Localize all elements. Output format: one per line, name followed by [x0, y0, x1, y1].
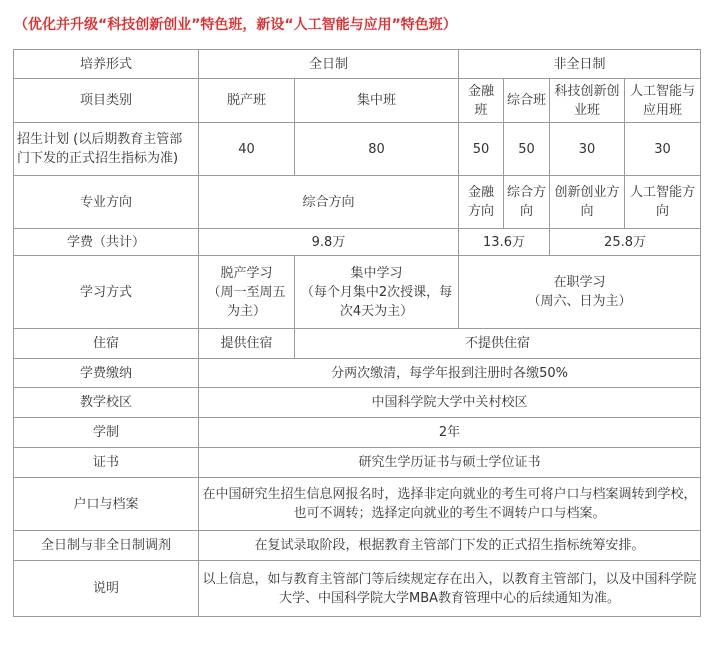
- mode-part-time-desc: （周六、日为主）: [527, 294, 632, 309]
- row-enrollment: [14, 123, 701, 176]
- mode-tuochan-title: 脱产学习: [220, 265, 273, 281]
- mode-jizhong-title: 集中学习: [350, 265, 403, 281]
- enroll-jizhong: 80: [295, 123, 459, 176]
- row-duration: [14, 418, 701, 448]
- row-housing: [14, 329, 701, 359]
- tuition-finance-general: 13.6万: [459, 229, 550, 256]
- row-payment: [14, 359, 701, 388]
- row-hukou: [14, 478, 701, 531]
- row-note: [14, 561, 701, 617]
- certificate-value: 研究生学历证书与硕士学位证书: [199, 448, 701, 478]
- row-campus: [14, 388, 701, 418]
- label-training-form: 培养形式: [14, 50, 199, 79]
- direction-innovation: 创新创业方向: [550, 176, 625, 229]
- mode-tuochan: [199, 256, 295, 329]
- type-finance: 金融班: [459, 79, 504, 123]
- campus-value: 中国科学院大学中关村校区: [199, 388, 701, 418]
- housing-tuochan: 提供住宿: [199, 329, 295, 359]
- label-campus: 教学校区: [14, 388, 199, 418]
- payment-value: 分两次缴清，每学年报到注册时各缴50%: [199, 359, 701, 388]
- note-value: 以上信息，如与教育主管部门等后续规定存在出入，以教育主管部门，以及中国科学院大学、中国科学院大学MBA教育管理中心的后续通知为准。: [199, 561, 701, 617]
- label-direction: 专业方向: [14, 176, 199, 229]
- label-adjustment: 全日制与非全日制调剂: [14, 531, 199, 561]
- row-training-form: [14, 50, 701, 79]
- label-program-type: 项目类别: [14, 79, 199, 123]
- label-housing: 住宿: [14, 329, 199, 359]
- mode-part-time: [459, 256, 701, 329]
- row-certificate: [14, 448, 701, 478]
- type-ai: 人工智能与应用班: [625, 79, 701, 123]
- enroll-general: 50: [504, 123, 550, 176]
- label-payment: 学费缴纳: [14, 359, 199, 388]
- label-duration: 学制: [14, 418, 199, 448]
- label-note: 说明: [14, 561, 199, 617]
- full-time-header: 全日制: [199, 50, 459, 79]
- type-innovation: 科技创新创业班: [550, 79, 625, 123]
- mode-tuochan-desc: （周一至周五为主）: [207, 284, 286, 319]
- enroll-finance: 50: [459, 123, 504, 176]
- duration-value: 2年: [199, 418, 701, 448]
- direction-ai: 人工智能方向: [625, 176, 701, 229]
- mode-part-time-title: 在职学习: [553, 275, 606, 290]
- adjustment-value: 在复试录取阶段，根据教育主管部门下发的正式招生指标统筹安排。: [199, 531, 701, 561]
- page-title: （优化并升级“科技创新创业”特色班，新设“人工智能与应用”特色班）: [14, 17, 457, 33]
- row-tuition: [14, 229, 701, 256]
- type-jizhong: 集中班: [295, 79, 459, 123]
- type-general: 综合班: [504, 79, 550, 123]
- label-certificate: 证书: [14, 448, 199, 478]
- label-study-mode: 学习方式: [14, 256, 199, 329]
- row-adjustment: [14, 531, 701, 561]
- hukou-value: 在中国研究生招生信息网报名时，选择非定向就业的考生可将户口与档案调转到学校，也可不调转；选择定向就业的考生不调转户口与档案。: [199, 478, 701, 531]
- direction-finance: 金融方向: [459, 176, 504, 229]
- enroll-innovation: 30: [550, 123, 625, 176]
- enroll-tuochan: 40: [199, 123, 295, 176]
- housing-others: 不提供住宿: [295, 329, 701, 359]
- row-study-mode: [14, 256, 701, 329]
- mode-jizhong: [295, 256, 459, 329]
- tuition-innovation-ai: 25.8万: [550, 229, 701, 256]
- direction-general: 综合方向: [504, 176, 550, 229]
- row-program-type: [14, 79, 701, 123]
- label-tuition: 学费（共计）: [14, 229, 199, 256]
- label-hukou: 户口与档案: [14, 478, 199, 531]
- mode-jizhong-desc: （每个月集中2次授课，每次4天为主）: [300, 284, 453, 319]
- row-direction: [14, 176, 701, 229]
- program-table: [13, 49, 701, 617]
- type-tuochan: 脱产班: [199, 79, 295, 123]
- enroll-ai: 30: [625, 123, 701, 176]
- tuition-full-time: 9.8万: [199, 229, 459, 256]
- direction-full-time: 综合方向: [199, 176, 459, 229]
- label-enrollment: 招生计划 (以后期教育主管部门下发的正式招生指标为准): [14, 123, 199, 176]
- part-time-header: 非全日制: [459, 50, 701, 79]
